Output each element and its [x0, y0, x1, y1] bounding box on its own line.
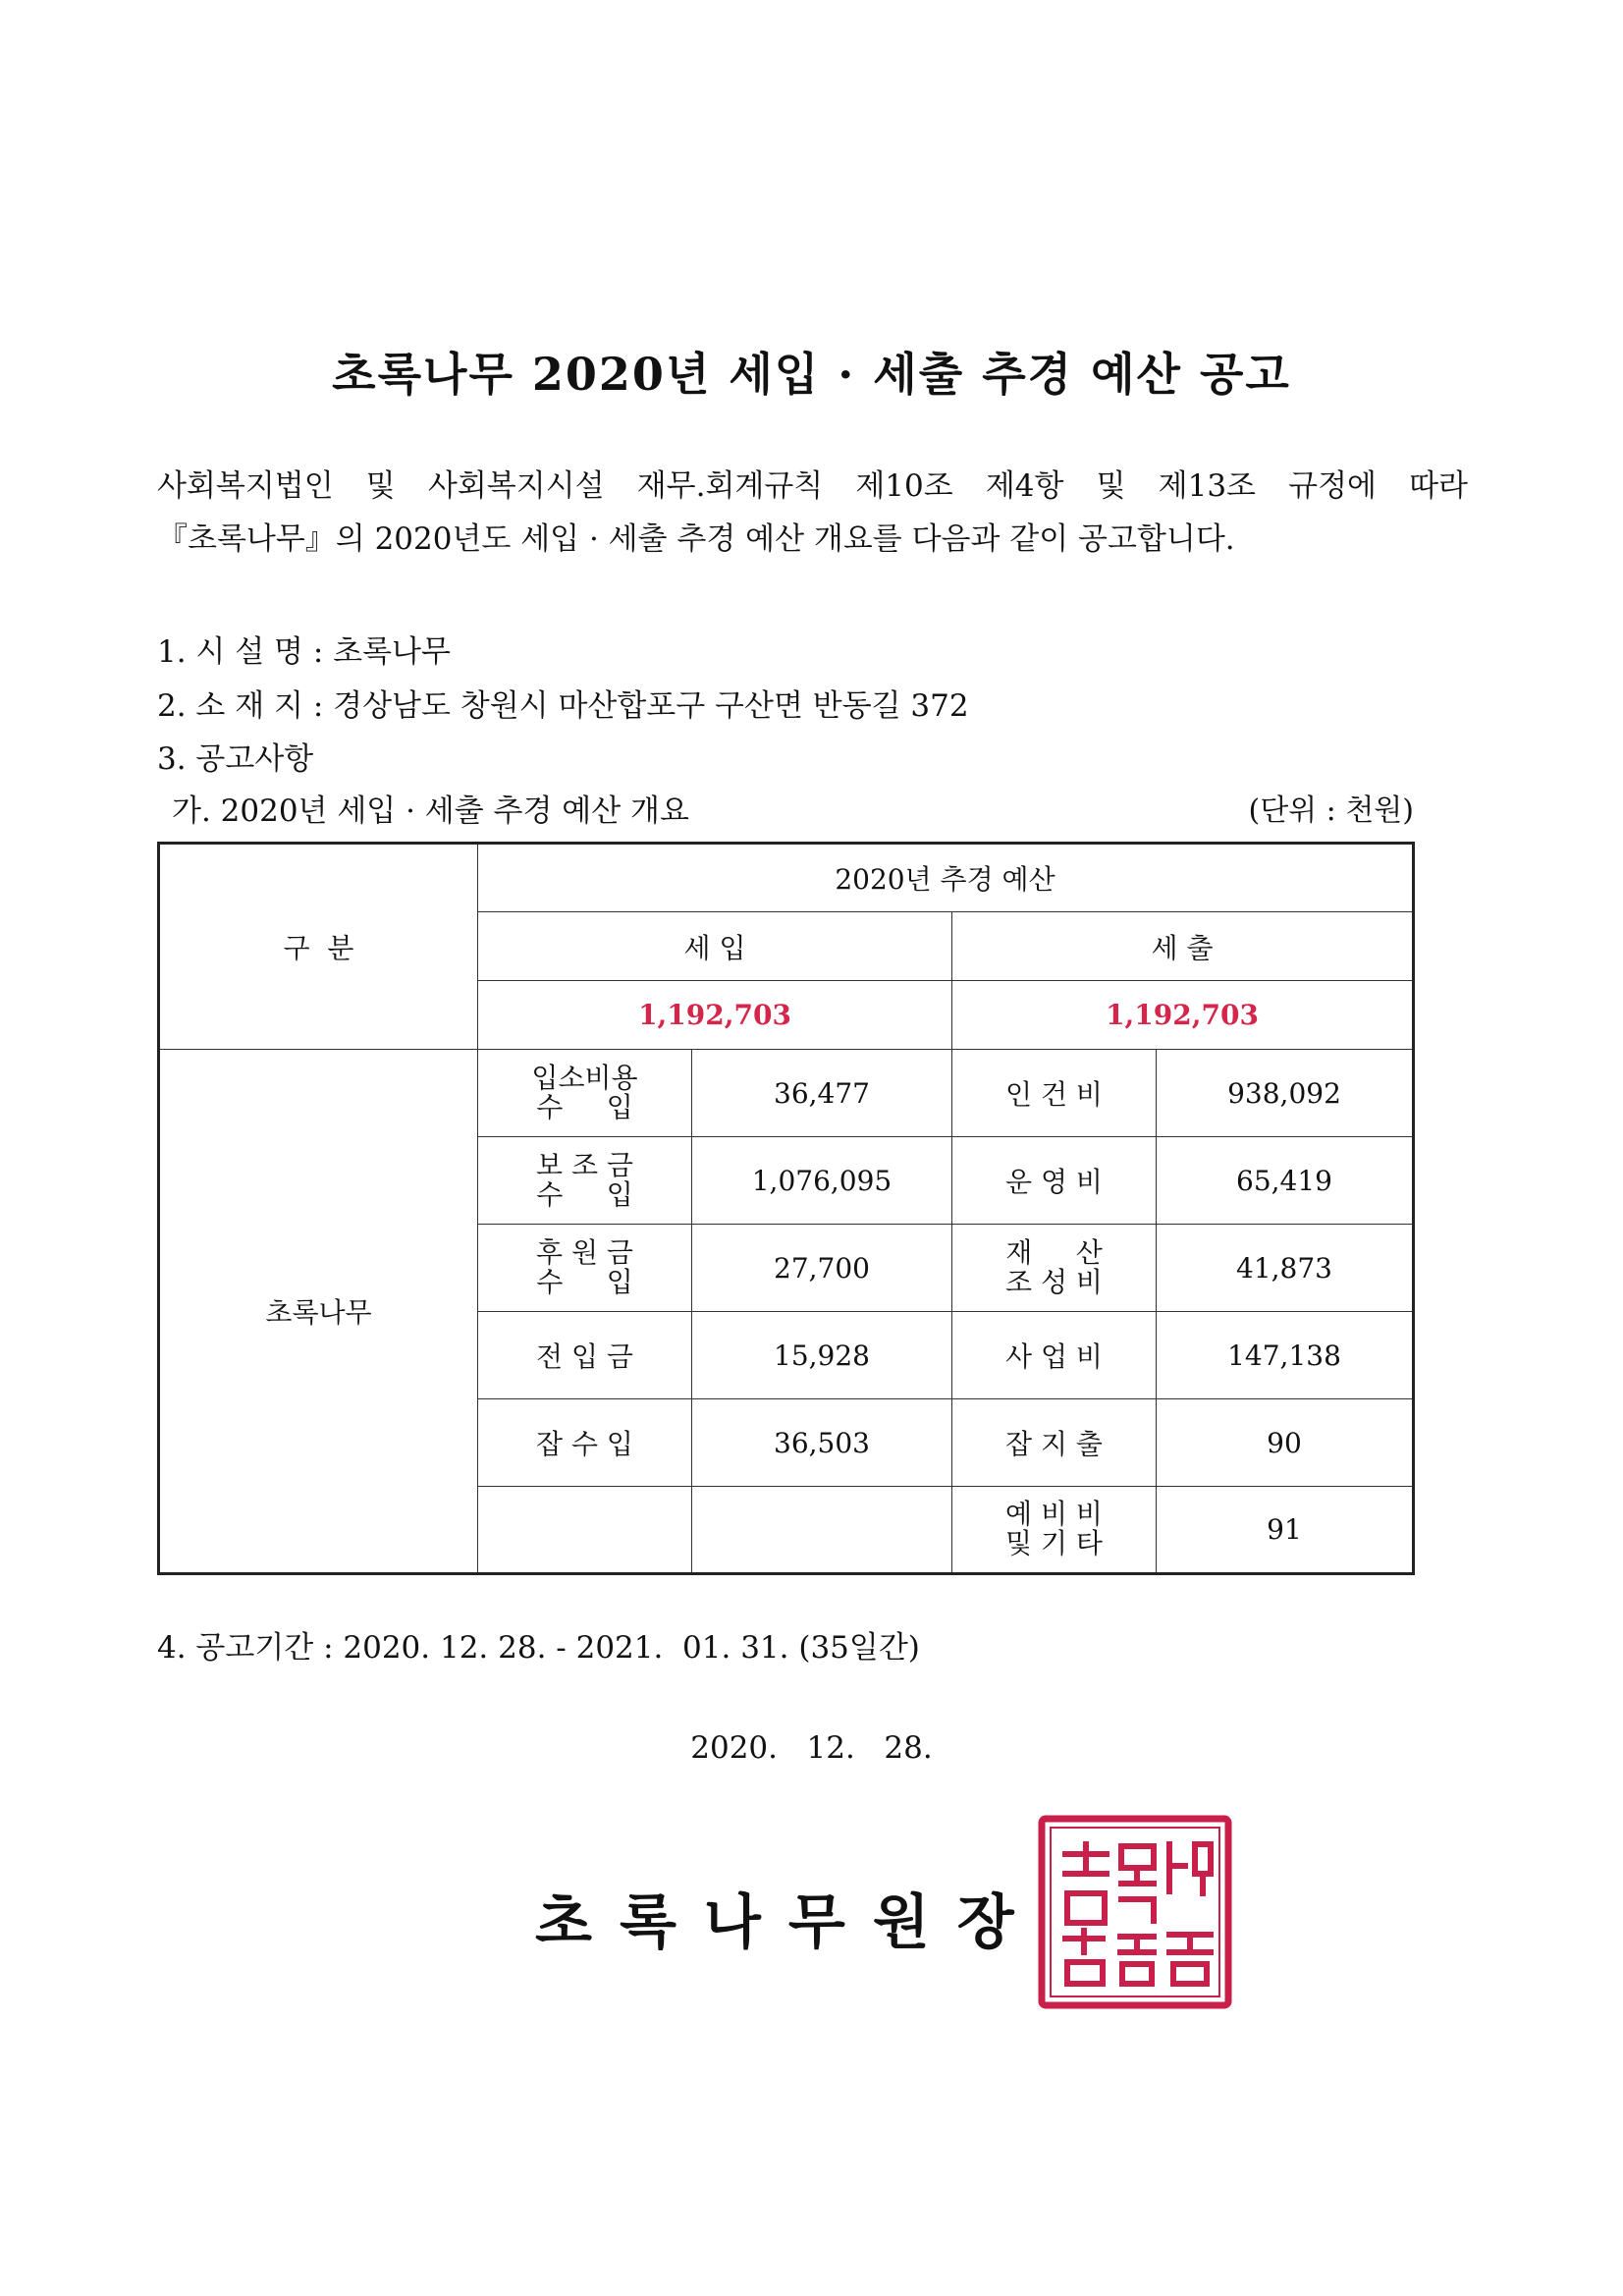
revenue-value-cell: 27,700 — [692, 1225, 952, 1312]
expense-value-cell: 91 — [1157, 1487, 1414, 1574]
expense-item-line-1: 재 산 — [1005, 1235, 1103, 1269]
revenue-value-cell: 1,076,095 — [692, 1137, 952, 1225]
budget-subheading: 가. 2020년 세입 · 세출 추경 예산 개요 — [172, 793, 689, 829]
page-title: 초록나무 2020년 세입 · 세출 추경 예산 공고 — [332, 348, 1291, 401]
expense-item-cell — [952, 1487, 1157, 1574]
expense-item-cell: 잡 지 출 — [952, 1399, 1157, 1487]
expense-value-cell: 90 — [1157, 1399, 1414, 1487]
signer-name: 초록나무원장 — [535, 1888, 1042, 1957]
expense-item-cell — [952, 1225, 1157, 1312]
unit-note: (단위 : 천원) — [1248, 793, 1414, 828]
intro-line-2: 『초록나무』의 2020년도 세입 · 세출 추경 예산 개요를 다음과 같이 공고합니다. — [157, 521, 1235, 557]
expense-header: 세 출 — [952, 912, 1414, 981]
expense-value-cell: 938,092 — [1157, 1050, 1414, 1137]
revenue-item-cell — [478, 1487, 692, 1574]
facility-item — [157, 627, 451, 671]
revenue-item-cell — [478, 1137, 692, 1225]
revenue-item-line-2: 수 입 — [536, 1090, 633, 1123]
revenue-item-line-2: 수 입 — [536, 1265, 633, 1298]
revenue-item-line-2: 수 입 — [536, 1177, 633, 1211]
expense-item-line-1: 예 비 비 — [1005, 1498, 1103, 1530]
org-name-cell: 초록나무 — [159, 1050, 478, 1574]
intro-line-1: 사회복지법인 및 사회복지시설 재무.회계규칙 제10조 제4항 및 제13조 규정에 따라 — [157, 468, 1468, 504]
notice-item: 3. 공고사항 — [157, 741, 314, 777]
table-row — [159, 1050, 1414, 1137]
revenue-value-cell: 15,928 — [692, 1312, 952, 1399]
expense-value-cell: 65,419 — [1157, 1137, 1414, 1225]
intro-paragraph — [157, 460, 1468, 566]
revenue-value-cell — [692, 1487, 952, 1574]
expense-total: 1,192,703 — [952, 981, 1414, 1050]
budget-table — [157, 842, 1415, 1575]
revenue-item-cell — [478, 1225, 692, 1312]
revenue-value-cell: 36,503 — [692, 1399, 952, 1487]
facility-label: 1. 시 설 명 : — [157, 634, 324, 670]
expense-item-cell: 운 영 비 — [952, 1137, 1157, 1225]
revenue-item-cell: 잡 수 입 — [478, 1399, 692, 1487]
revenue-item-line-1: 후 원 금 — [536, 1235, 633, 1269]
revenue-total: 1,192,703 — [478, 981, 952, 1050]
expense-item-line-2: 조 성 비 — [1005, 1265, 1103, 1298]
location-item — [157, 681, 969, 725]
expense-item-cell: 인 건 비 — [952, 1050, 1157, 1137]
budget-header: 2020년 추경 예산 — [478, 844, 1414, 912]
expense-item-line-2: 및 기 타 — [1005, 1527, 1103, 1559]
notice-period: 4. 공고기간 : 2020. 12. 28. - 2021. 01. 31. (35일간) — [157, 1630, 920, 1666]
category-header: 구 분 — [159, 844, 478, 1050]
expense-value-cell: 41,873 — [1157, 1225, 1414, 1312]
revenue-value-cell: 36,477 — [692, 1050, 952, 1137]
revenue-item-line-1: 입소비용 — [531, 1061, 638, 1094]
revenue-header: 세 입 — [478, 912, 952, 981]
location-label: 2. 소 재 지 : — [157, 688, 324, 724]
expense-value-cell: 147,138 — [1157, 1312, 1414, 1399]
expense-item-cell: 사 업 비 — [952, 1312, 1157, 1399]
notice-date: 2020. 12. 28. — [690, 1730, 933, 1766]
table-header-row — [159, 844, 1414, 912]
revenue-item-line-1: 보 조 금 — [536, 1148, 633, 1181]
facility-value: 초록나무 — [333, 634, 451, 670]
official-seal-icon — [1038, 1815, 1232, 2009]
revenue-item-cell — [478, 1050, 692, 1137]
revenue-item-cell: 전 입 금 — [478, 1312, 692, 1399]
location-value: 경상남도 창원시 마산합포구 구산면 반동길 372 — [333, 688, 969, 724]
